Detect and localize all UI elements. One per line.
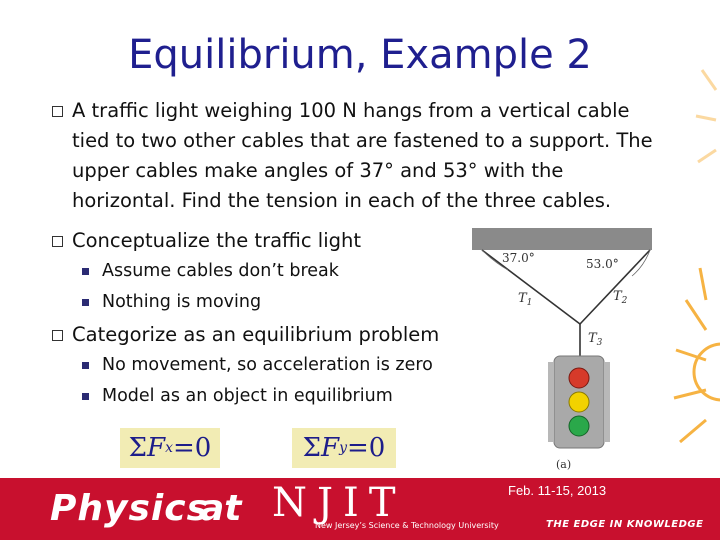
square-bullet-icon [52, 106, 63, 117]
njit-logo: NJIT [272, 480, 406, 526]
bullet-problem [52, 96, 672, 216]
equation-rhs: =0 [347, 433, 386, 463]
footer-brand: Physics [50, 488, 210, 529]
support-beam [472, 228, 652, 250]
sub-bullet-text: Nothing is moving [102, 292, 262, 312]
njit-tagline: New Jersey’s Science & Technology University [315, 521, 499, 530]
bullet-text: A traffic light weighing 100 N hangs from a vertical cable tied to two other cables that are fastened to a support. The upper cables make angles of 37° and 53° with the horizontal. Find the tension in each of the three cables. [72, 99, 653, 212]
tension-label-3: $T_3$ [588, 331, 603, 348]
sub-bullet-text: Model as an object in equilibrium [102, 386, 393, 406]
square-bullet-icon [52, 330, 63, 341]
equation-sum-fx: Σ F x =0 [120, 428, 220, 468]
slide-title: Equilibrium, Example 2 [128, 32, 592, 78]
tension-label-2: $T_2$ [613, 289, 628, 306]
sigma-icon: Σ [302, 433, 322, 463]
square-bullet-icon [82, 362, 89, 369]
square-bullet-icon [82, 268, 89, 275]
edge-slogan: THE EDGE IN KNOWLEDGE [546, 519, 704, 530]
equation-subscript: y [339, 440, 348, 456]
tension-label-1: $T_1$ [518, 291, 533, 308]
bullet-text: Conceptualize the traffic light [72, 229, 362, 252]
figure-caption: (a) [556, 458, 572, 471]
sigma-icon: Σ [128, 433, 148, 463]
sub-bullet-text: Assume cables don’t break [102, 261, 339, 281]
bullet-conceptualize [52, 226, 452, 256]
square-bullet-icon [82, 299, 89, 306]
square-bullet-icon [82, 393, 89, 400]
traffic-light-icon [548, 356, 610, 448]
traffic-light-diagram [460, 228, 660, 478]
footer-banner [0, 478, 720, 540]
equation-subscript: x [165, 440, 173, 456]
footer-at: at [200, 488, 242, 529]
sub-bullet-text: No movement, so acceleration is zero [102, 355, 433, 375]
footer-date: Feb. 11-15, 2013 [508, 483, 607, 498]
angle-label-right: 53.0° [586, 257, 619, 271]
bullet-text: Categorize as an equilibrium problem [72, 323, 440, 346]
square-bullet-icon [52, 236, 63, 247]
equation-rhs: =0 [173, 433, 212, 463]
equation-sum-fy: Σ F y =0 [292, 428, 396, 468]
bullet-categorize [52, 320, 472, 350]
angle-label-left: 37.0° [502, 251, 535, 265]
